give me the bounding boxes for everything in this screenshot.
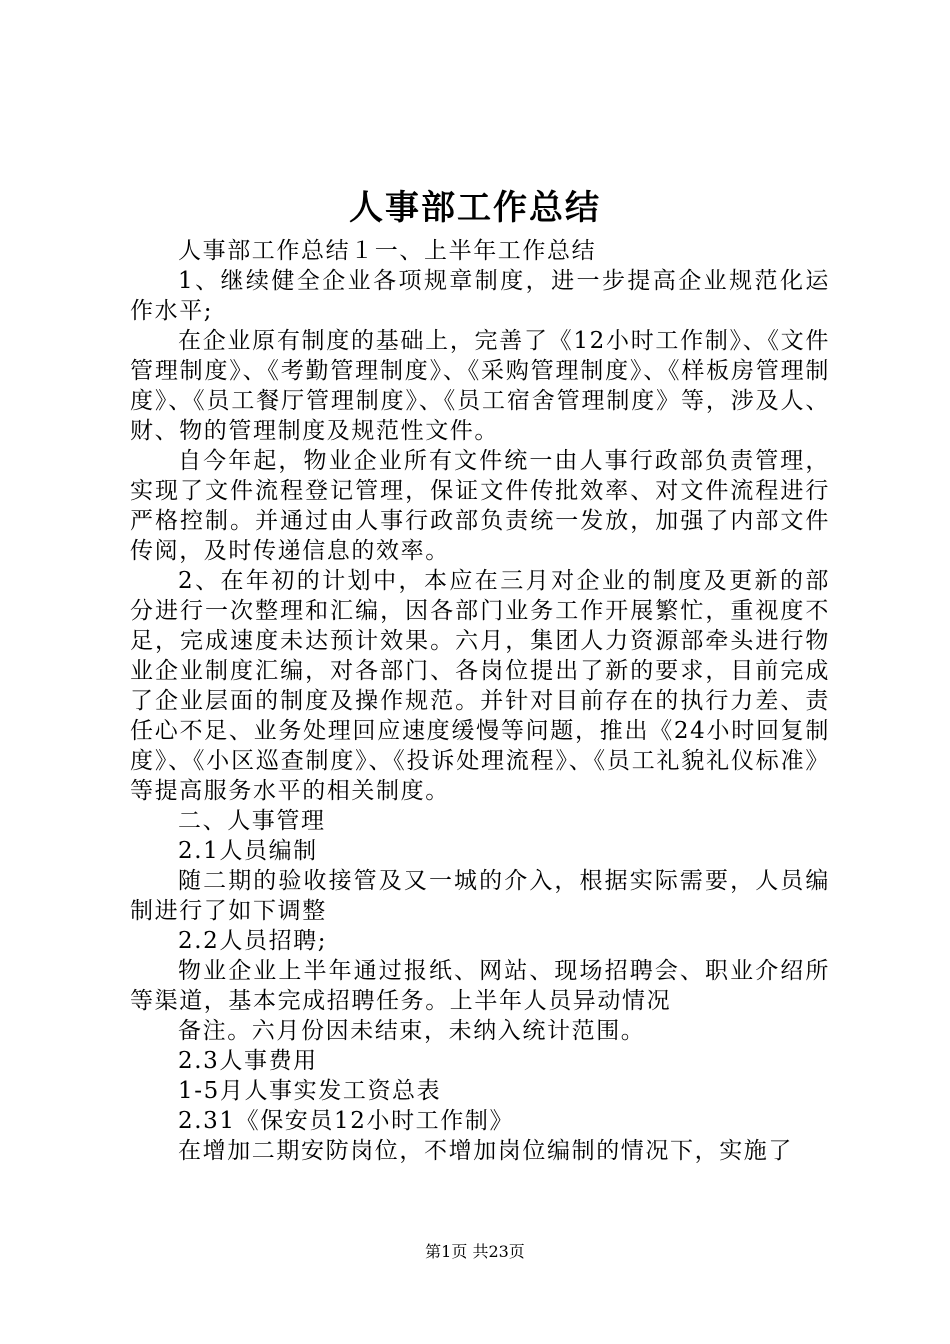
page-footer: 第1页 共23页 [425, 1242, 525, 1261]
paragraph-recruitment: 物业企业上半年通过报纸、网站、现场招聘会、职业介绍所等渠道，基本完成招聘任务。上半年人员异动情况 [130, 958, 830, 1014]
document-body [130, 236, 830, 1166]
paragraph-note: 备注。六月份因未结束，未纳入统计范围。 [178, 1018, 646, 1044]
paragraph-guard-shift: 在增加二期安防岗位，不增加岗位编制的情况下，实施了 [178, 1138, 793, 1164]
paragraph-staffing: 随二期的验收接管及又一城的介入，根据实际需要，人员编制进行了如下调整 [130, 868, 830, 924]
subheading-guard-shift: 2.31《保安员12小时工作制》 [178, 1108, 515, 1134]
paragraph-salary-table: 1-5月人事实发工资总表 [178, 1078, 442, 1104]
paragraph-4: 自今年起，物业企业所有文件统一由人事行政部负责管理，实现了文件流程登记管理，保证文件传批效率、对文件流程进行严格控制。并通过由人事行政部负责统一发放，加强了内部文件传阅，及时传递信息的效率。 [130, 448, 830, 564]
paragraph-3: 在企业原有制度的基础上，完善了《12小时工作制》、《文件管理制度》、《考勤管理制度》、《采购管理制度》、《样板房管理制度》、《员工餐厅管理制度》、《员工宿舍管理制度》等，涉及人、财、物的管理制度及规范性文件。 [130, 328, 830, 444]
page-title: 人事部工作总结 [349, 188, 601, 228]
subheading-recruitment: 2.2人员招聘; [178, 928, 328, 954]
paragraph-2: 1、继续健全企业各项规章制度，进一步提高企业规范化运作水平; [130, 268, 830, 324]
subheading-staffing: 2.1人员编制 [178, 838, 318, 864]
section-heading-hr: 二、人事管理 [178, 808, 326, 834]
paragraph-1: 人事部工作总结１一、上半年工作总结 [178, 238, 597, 264]
subheading-costs: 2.3人事费用 [178, 1048, 318, 1074]
paragraph-5: 2、在年初的计划中，本应在三月对企业的制度及更新的部分进行一次整理和汇编，因各部门业务工作开展繁忙，重视度不足，完成速度未达预计效果。六月，集团人力资源部牵头进行物业企业制度汇编，对各部门、各岗位提出了新的要求，目前完成了企业层面的制度及操作规范。并针对目前存在的执行力差、责任心不足、业务处理回应速度缓慢等问题，推出《24小时回复制度》、《小区巡查制度》、《投诉处理流程》、《员工礼貌礼仪标准》等提高服务水平的相关制度。 [130, 568, 830, 804]
